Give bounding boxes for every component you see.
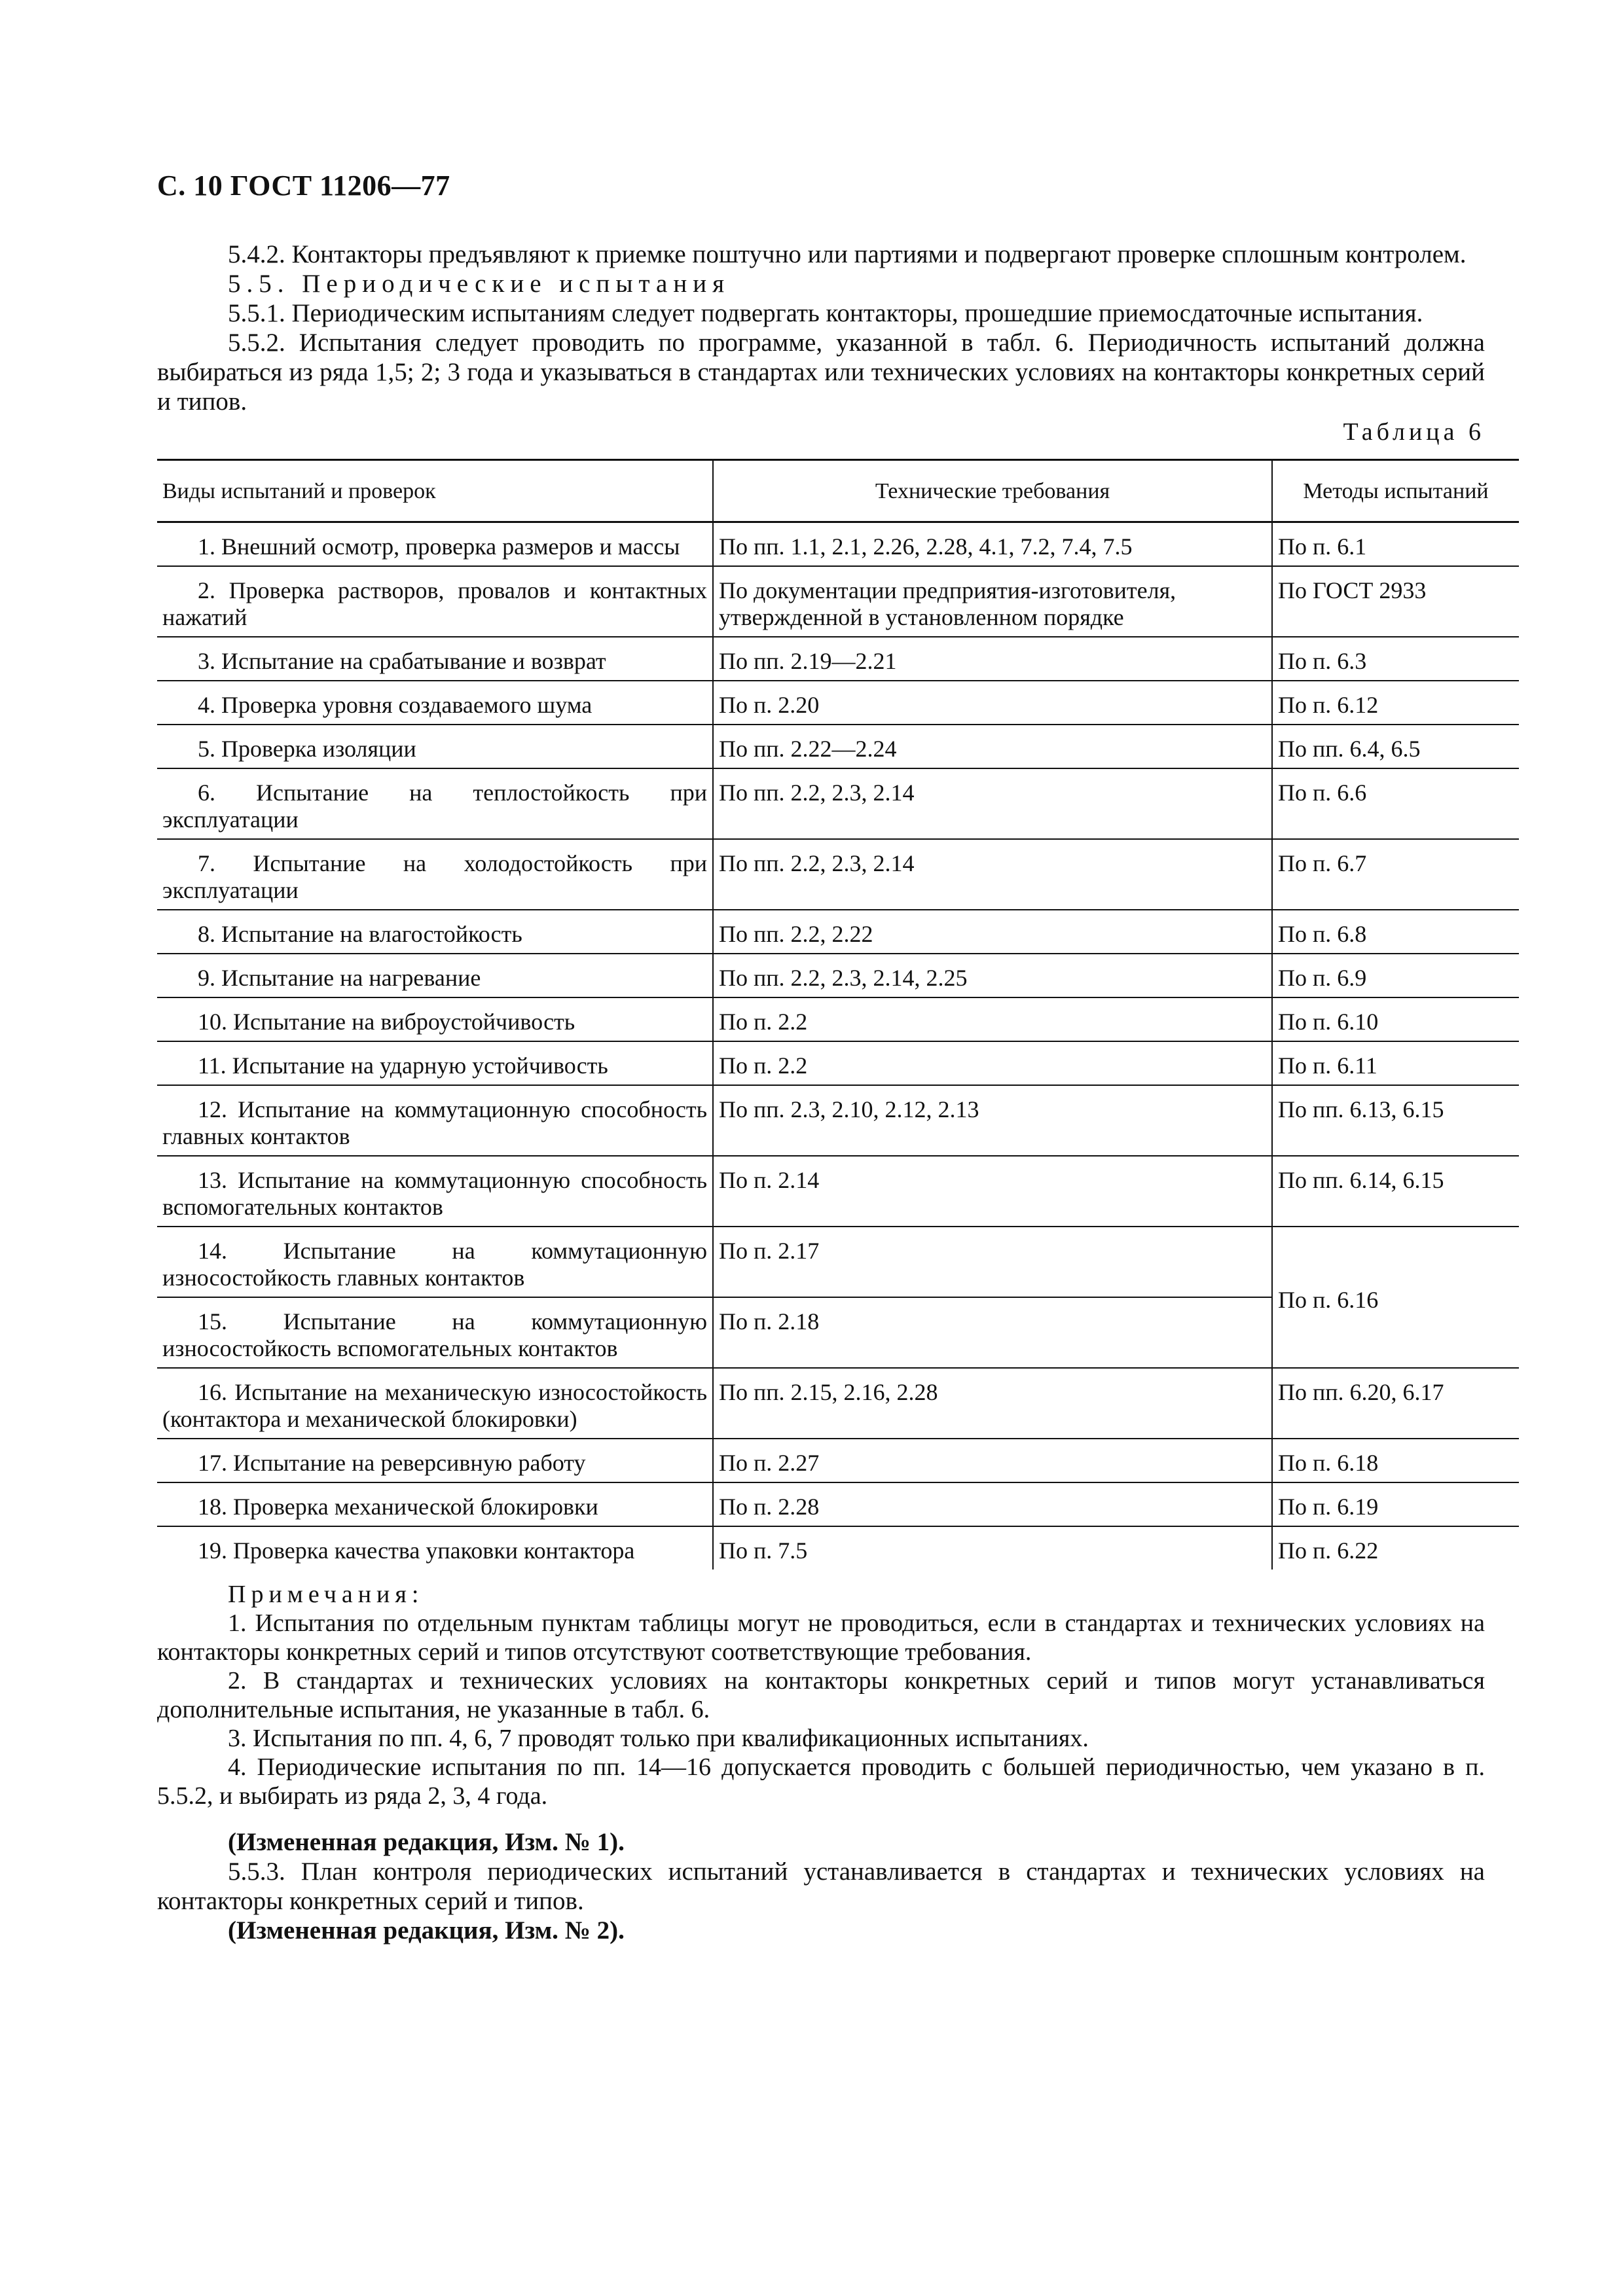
method-cell: По п. 6.8	[1272, 910, 1519, 954]
test-name-cell	[157, 1482, 713, 1526]
tests-table	[157, 459, 1519, 1570]
test-name-cell	[157, 1227, 713, 1297]
table-row	[157, 566, 1519, 637]
test-name-text: 7. Испытание на холодостойкость при эксплуатации	[162, 850, 707, 903]
note-item: 2. В стандартах и технических условиях на контакторы конкретных серий и типов могут устанавливаться дополнительные испытания, не указанные в табл. 6.	[157, 1667, 1485, 1723]
test-name-cell	[157, 997, 713, 1041]
document-body	[157, 240, 1489, 1945]
requirements-cell: По п. 2.2	[713, 997, 1272, 1041]
test-name-text: 8. Испытание на влагостойкость	[198, 921, 522, 947]
table-header-row	[157, 460, 1519, 522]
method-cell: По пп. 6.20, 6.17	[1272, 1368, 1519, 1439]
table-row	[157, 681, 1519, 725]
note-item: 4. Периодические испытания по пп. 14—16 допускается проводить с большей периодичностью, чем указано в п. 5.5.2, и выбирать из ряда 2, 3, 4 года.	[157, 1753, 1485, 1810]
test-name-cell	[157, 1368, 713, 1439]
table-row	[157, 522, 1519, 567]
column-header-tests: Виды испытаний и проверок	[157, 460, 713, 522]
table-row	[157, 725, 1519, 768]
requirements-cell: По пп. 1.1, 2.1, 2.26, 2.28, 4.1, 7.2, 7.4, 7.5	[713, 522, 1272, 567]
note-item: 1. Испытания по отдельным пунктам таблицы могут не проводиться, если в стандартах и технических условиях на контакторы конкретных серий и типов отсутствуют соответствующие требования.	[157, 1609, 1485, 1666]
test-name-cell	[157, 910, 713, 954]
column-header-requirements: Технические требования	[713, 460, 1272, 522]
method-cell: По ГОСТ 2933	[1272, 566, 1519, 637]
test-name-text: 18. Проверка механической блокировки	[198, 1494, 598, 1520]
test-name-cell	[157, 839, 713, 910]
table-row	[157, 768, 1519, 839]
table-row	[157, 910, 1519, 954]
table-row	[157, 1439, 1519, 1482]
test-name-cell	[157, 681, 713, 725]
test-name-text: 4. Проверка уровня создаваемого шума	[198, 692, 593, 718]
test-name-text: 19. Проверка качества упаковки контактора	[198, 1537, 635, 1564]
paragraph-5-5-1: 5.5.1. Периодическим испытаниям следует подвергать контакторы, прошедшие приемосдаточные испытания.	[228, 299, 1423, 327]
test-name-cell	[157, 1526, 713, 1570]
method-cell: По п. 6.18	[1272, 1439, 1519, 1482]
table-row	[157, 1085, 1519, 1156]
test-name-text: 5. Проверка изоляции	[198, 736, 416, 762]
requirements-cell: По п. 2.2	[713, 1041, 1272, 1085]
requirements-cell: По пп. 2.2, 2.3, 2.14, 2.25	[713, 954, 1272, 997]
requirements-cell: По документации предприятия-изготовителя, утвержденной в установленном порядке	[713, 566, 1272, 637]
test-name-text: 3. Испытание на срабатывание и возврат	[198, 648, 606, 674]
table-row	[157, 637, 1519, 681]
test-name-cell	[157, 768, 713, 839]
table-row	[157, 1482, 1519, 1526]
column-header-methods: Методы испытаний	[1272, 460, 1519, 522]
test-name-text: 9. Испытание на нагревание	[198, 965, 481, 991]
test-name-text: 14. Испытание на коммутационную износостойкость главных контактов	[162, 1238, 707, 1291]
method-cell: По п. 6.1	[1272, 522, 1519, 567]
method-cell: По п. 6.10	[1272, 997, 1519, 1041]
test-name-cell	[157, 522, 713, 567]
note-item: 3. Испытания по пп. 4, 6, 7 проводят только при квалификационных испытаниях.	[228, 1725, 1089, 1752]
method-cell: По пп. 6.14, 6.15	[1272, 1156, 1519, 1227]
table-row	[157, 1526, 1519, 1570]
test-name-cell	[157, 566, 713, 637]
method-cell: По п. 6.7	[1272, 839, 1519, 910]
test-name-text: 12. Испытание на коммутационную способность главных контактов	[162, 1096, 707, 1149]
requirements-cell: По пп. 2.19—2.21	[713, 637, 1272, 681]
requirements-cell: По п. 2.27	[713, 1439, 1272, 1482]
method-cell: По п. 6.16	[1272, 1227, 1519, 1368]
test-name-cell	[157, 1156, 713, 1227]
requirements-cell: По пп. 2.2, 2.3, 2.14	[713, 839, 1272, 910]
test-name-text: 11. Испытание на ударную устойчивость	[198, 1052, 608, 1079]
test-name-text: 13. Испытание на коммутационную способность вспомогательных контактов	[162, 1167, 707, 1220]
table-row	[157, 1156, 1519, 1227]
page-header: С. 10 ГОСТ 11206—77	[157, 170, 450, 202]
test-name-cell	[157, 637, 713, 681]
table-body	[157, 522, 1519, 1570]
table-row	[157, 839, 1519, 910]
test-name-text: 15. Испытание на коммутационную износостойкость вспомогательных контактов	[162, 1308, 707, 1361]
method-cell: По п. 6.6	[1272, 768, 1519, 839]
test-name-cell	[157, 1085, 713, 1156]
requirements-cell: По пп. 2.2, 2.22	[713, 910, 1272, 954]
paragraph-5-5-3: 5.5.3. План контроля периодических испытаний устанавливается в стандартах и технических условиях на контакторы конкретных серий и типов.	[157, 1857, 1485, 1915]
requirements-cell: По п. 2.14	[713, 1156, 1272, 1227]
table-row	[157, 954, 1519, 997]
method-cell: По пп. 6.4, 6.5	[1272, 725, 1519, 768]
table-row	[157, 997, 1519, 1041]
amendment-note-2: (Измененная редакция, Изм. № 2).	[228, 1916, 625, 1945]
method-cell: По п. 6.9	[1272, 954, 1519, 997]
method-cell: По п. 6.12	[1272, 681, 1519, 725]
notes-section	[157, 1580, 1485, 1810]
section-heading-5-5: 5.5. Периодические испытания	[228, 270, 731, 298]
requirements-cell: По п. 2.17	[713, 1227, 1272, 1297]
notes-title: Примечания:	[228, 1581, 424, 1608]
requirements-cell: По п. 2.18	[713, 1297, 1272, 1368]
amendment-note-1: (Измененная редакция, Изм. № 1).	[228, 1828, 625, 1856]
table-row	[157, 1227, 1519, 1297]
requirements-cell: По пп. 2.15, 2.16, 2.28	[713, 1368, 1272, 1439]
method-cell: По п. 6.3	[1272, 637, 1519, 681]
requirements-cell: По п. 2.28	[713, 1482, 1272, 1526]
test-name-text: 6. Испытание на теплостойкость при эксплуатации	[162, 780, 707, 833]
requirements-cell: По пп. 2.2, 2.3, 2.14	[713, 768, 1272, 839]
requirements-cell: По пп. 2.22—2.24	[713, 725, 1272, 768]
table-caption: Таблица 6	[1343, 418, 1485, 446]
requirements-cell: По пп. 2.3, 2.10, 2.12, 2.13	[713, 1085, 1272, 1156]
paragraph-5-4-2: 5.4.2. Контакторы предъявляют к приемке поштучно или партиями и подвергают проверке сплошным контролем.	[228, 240, 1467, 268]
test-name-text: 10. Испытание на виброустойчивость	[198, 1009, 575, 1035]
table-row	[157, 1368, 1519, 1439]
paragraph-5-5-2: 5.5.2. Испытания следует проводить по программе, указанной в табл. 6. Периодичность испытаний должна выбираться из ряда 1,5; 2; 3 года и указываться в стандартах или технических условиях на контакторы конкретных серий и типов.	[157, 329, 1485, 416]
test-name-text: 16. Испытание на механическую износостойкость (контактора и механической блокировки)	[162, 1379, 707, 1432]
table-row	[157, 1041, 1519, 1085]
requirements-cell: По п. 7.5	[713, 1526, 1272, 1570]
requirements-cell: По п. 2.20	[713, 681, 1272, 725]
test-name-cell	[157, 725, 713, 768]
test-name-cell	[157, 1297, 713, 1368]
method-cell: По п. 6.11	[1272, 1041, 1519, 1085]
method-cell: По п. 6.22	[1272, 1526, 1519, 1570]
method-cell: По п. 6.19	[1272, 1482, 1519, 1526]
method-cell: По пп. 6.13, 6.15	[1272, 1085, 1519, 1156]
test-name-text: 17. Испытание на реверсивную работу	[198, 1450, 586, 1476]
test-name-cell	[157, 1041, 713, 1085]
test-name-text: 2. Проверка растворов, провалов и контактных нажатий	[162, 577, 707, 630]
test-name-text: 1. Внешний осмотр, проверка размеров и массы	[198, 533, 680, 560]
test-name-cell	[157, 954, 713, 997]
test-name-cell	[157, 1439, 713, 1482]
